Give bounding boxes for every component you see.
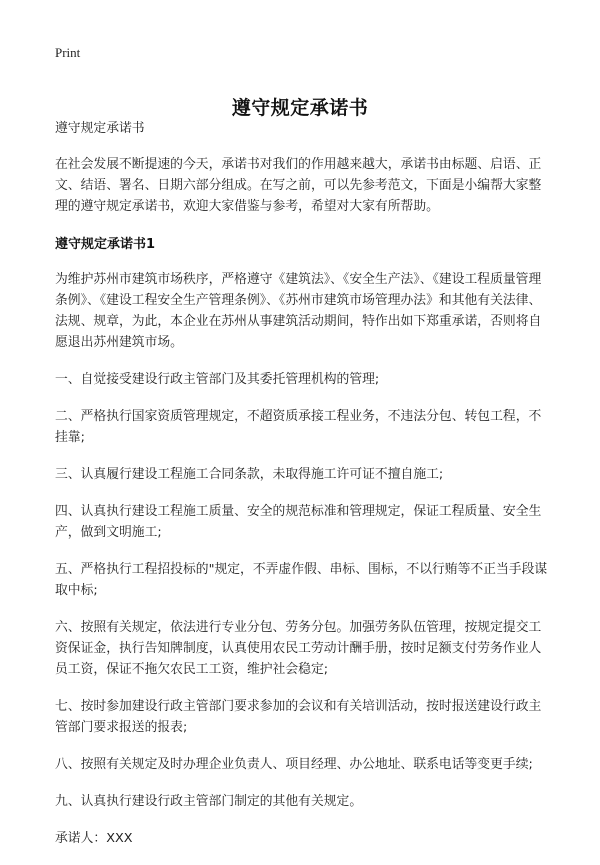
section-heading: 遵守规定承诺书1	[55, 237, 156, 252]
clause-item: 一、自觉接受建设行政主管部门及其委托管理机构的管理;	[55, 372, 380, 387]
intro-paragraph: 在社会发展不断提速的今天，承诺书对我们的作用越来越大，承诺书由标题、启语、正文、结语、署名、日期六部分组成。在写之前，可以先参考范文，下面是小编帮大家整理的遵守规定承诺书，欢迎大家借鉴与参考，希望对大家有所帮助。	[55, 157, 542, 214]
clause-item: 四、认真执行建设工程施工质量、安全的规范标准和管理规定，保证工程质量、安全生产，做到文明施工;	[55, 504, 542, 540]
clause-item: 八、按照有关规定及时办理企业负责人、项目经理、办公地址、联系电话等变更手续;	[55, 757, 533, 772]
document-subtitle: 遵守规定承诺书	[55, 121, 145, 136]
clause-item: 六、按照有关规定，依法进行专业分包、劳务分包。加强劳务队伍管理，按规定提交工资保证金，执行告知牌制度，认真使用农民工劳动计酬手册，按时足额支付劳务作业人员工资，保证不拖欠农民工工资，维护社会稳定;	[55, 620, 542, 677]
signer-line: 承诺人：XXX	[55, 831, 133, 846]
document-body	[55, 118, 549, 865]
clause-item: 七、按时参加建设行政主管部门要求参加的会议和有关培训活动，按时报送建设行政主管部门要求报送的报表;	[55, 699, 542, 735]
clause-item: 三、认真履行建设工程施工合同条款，未取得施工许可证不擅自施工;	[55, 467, 444, 482]
clause-item: 二、严格执行国家资质管理规定，不超资质承接工程业务，不违法分包、转包工程，不挂靠;	[55, 409, 542, 445]
preamble-paragraph: 为维护苏州市建筑市场秩序，严格遵守《建筑法》、《安全生产法》、《建设工程质量管理条例》、《建设工程安全生产管理条例》、《苏州市建筑市场管理办法》和其他有关法律、法规、规章，为此，本企业在苏州从事建筑活动期间，特作出如下郑重承诺，否则将自愿退出苏州建筑市场。	[55, 272, 542, 350]
clause-item: 五、严格执行工程招投标的"规定，不弄虚作假、串标、围标，不以行贿等不正当手段谋取中标;	[55, 562, 548, 598]
page-title: 遵守规定承诺书	[231, 96, 369, 119]
print-link[interactable]: Print	[55, 45, 81, 60]
clause-item: 九、认真执行建设行政主管部门制定的其他有关规定。	[55, 794, 363, 809]
